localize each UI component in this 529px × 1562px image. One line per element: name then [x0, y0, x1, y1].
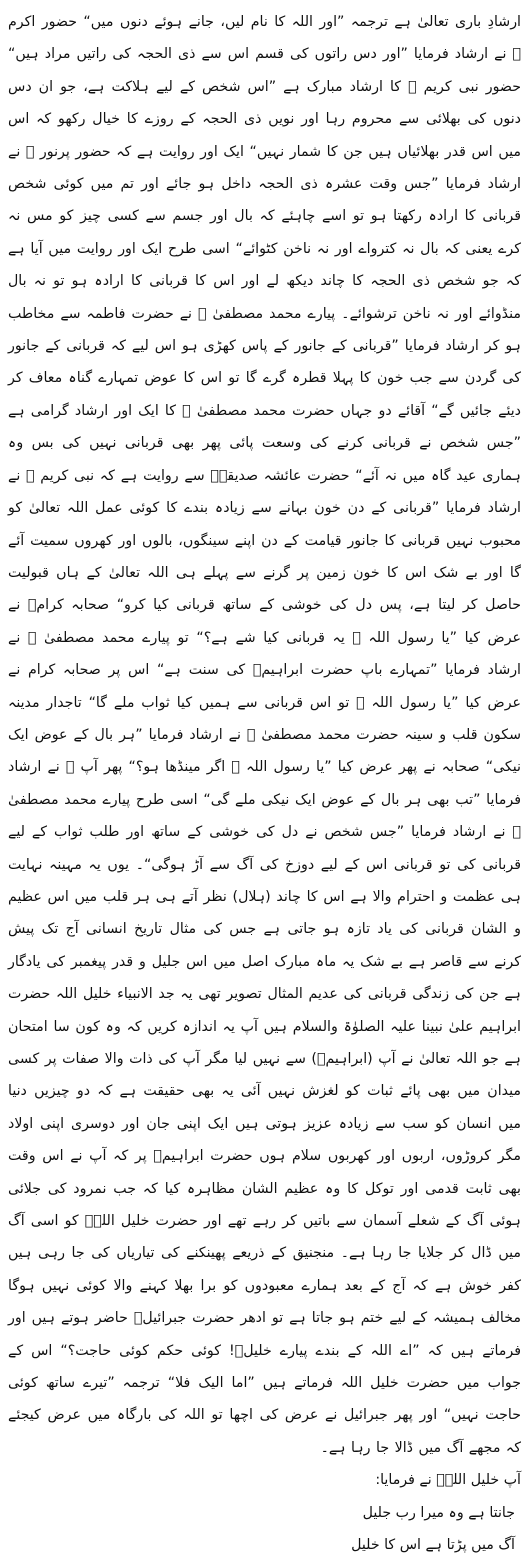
verse-line-1: جانتا ہے وہ میرا رب جلیل	[362, 1504, 515, 1521]
closing-line: آپ خلیل اللہؑ نے فرمایا:	[375, 1472, 521, 1489]
article-paragraph: ارشادِ باری تعالیٰ ہے ترجمہ ”اور اللہ کا نام لیں، جانے ہوئے دنوں میں“ حضور اکرم ﷺ نے ارشاد فرمایا ”اور دس راتوں کی قسم اس سے ذی الحجہ کی راتیں مراد ہیں“ حضور نبی کریم ﷺ کا ارشاد مبارک ہے ”اس شخص کے لیے ہلاکت ہے، جو ان دس دنوں کی بھلائی سے محروم رہا اور نویں ذی الحجہ کے روزے کا خیال رکھو کہ اس میں اس قدر بھلائیاں ہیں جن کا شمار نہیں“ ایک اور روایت ہے کہ حضور پرنور ﷺ نے ارشاد فرمایا ”جس وقت عشرہ ذی الحجہ داخل ہو جائے اور تم میں کوئی شخص قربانی کا ارادہ رکھتا ہو تو اسے چاہئے کہ بال اور جسم سے کسی چیز کو مس نہ کرے یعنی کہ بال نہ کترواے اور نہ ناخن کٹوائے“ اسی طرح ایک اور روایت میں آیا ہے کہ جو شخص ذی الحجہ کا چاند دیکھ لے اور اس کا قربانی کا ارادہ ہو تو نہ بال منڈوائے اور نہ ناخن ترشوائے۔ پیارے محمد مصطفیٰ ﷺ نے حضرت فاطمہ سے مخاطب ہو کر ارشاد فرمایا ”قربانی کے جانور کے پاس کھڑی ہو اس لیے کہ قربانی کے جانور کی گردن سے جب خون کا پہلا قطرہ گرے گا تو اس کا عوض تمہارے گناہ معاف کر دیئے جائیں گے“ آقائے دو جہاں حضرت محمد مصطفیٰ ﷺ کا ایک اور ارشاد گرامی ہے ”جس شخص نے قربانی کرنے کی وسعت پائی پھر بھی قربانی نہیں کی بس وہ ہماری عید گاہ میں نہ آئے“ حضرت عائشہ صدیقہؓ سے روایت ہے کہ نبی کریم ﷺ نے ارشاد فرمایا ”قربانی کے دن خون بہانے سے زیادہ بندے کا کوئی عمل اللہ تعالیٰ کو محبوب نہیں قربانی کا جانور قیامت کے دن اپنے سینگوں، بالوں اور کھروں سمیت آئے گا اور بے شک اس کا خون زمین پر گرنے سے پہلے ہی اللہ تعالیٰ کے ہاں قبولیت حاصل کر لیتا ہے، پس دل کی خوشی کے ساتھ قربانی کیا کرو“ صحابہ کرامؓ نے عرض کیا ”یا رسول اللہ ﷺ یہ قربانی کیا شے ہے؟“ تو پیارے محمد مصطفیٰ ﷺ نے ارشاد فرمایا ”تمہارے باپ حضرت ابراہیمؑ کی سنت ہے“ اس پر صحابہ کرام نے عرض کیا ”یا رسول اللہ ﷺ تو اس قربانی سے ہمیں کیا ثواب ملے گا“ تاجدار مدینہ سکون قلب و سینہ حضرت محمد مصطفیٰ ﷺ نے ارشاد فرمایا ”ہر بال کے عوض ایک نیکی“ صحابہ نے پھر عرض کیا ”یا رسول اللہ ﷺ اگر مینڈھا ہو؟“ پھر آپ ﷺ نے ارشاد فرمایا ”تب بھی ہر بال کے عوض ایک نیکی ملے گی“ اسی طرح پیارے محمد مصطفیٰ ﷺ نے ارشاد فرمایا ”جس شخص نے دل کی خوشی کے ساتھ اور طلب ثواب کے لیے قربانی کی تو قربانی اس کے لیے دوزخ کی آگ سے آڑ ہوگی“۔ یوں یہ مہینہ نہایت ہی عظمت و احترام والا ہے اس کا چاند (ہلال) نظر آتے ہی ہر قلب میں اس عظیم و الشان قربانی کی یاد تازہ ہو جاتی ہے جس کی مثال تاریخ انسانی آج تک پیش کرنے سے قاصر ہے بے شک یہ ماہ مبارک اصل میں اس جلیل و قدر پیغمبر کی یادگار ہے جن کی زندگی قربانی کی عدیم المثال تصویر تھی یہ جد الانبیاء خلیل اللہ حضرت ابراہیم علیٰ نبینا علیہ الصلوٰۃ والسلام ہیں آپ یہ اندازہ کریں کہ وہ کون سا امتحان ہے جو اللہ تعالیٰ نے آپ (ابراہیمؑ) سے نہیں لیا مگر آپ کی ذات والا صفات پر کسی میدان میں بھی پائے ثبات کو لغزش نہیں آئی یہ بھی حقیقت ہے کہ دو چیزیں دنیا میں انسان کو سب سے زیادہ عزیز ہوتی ہیں ایک اپنی جان اور دوسری اپنی اولاد مگر کروڑوں، اربوں اور کھربوں سلام ہوں حضرت ابراہیمؑ پر کہ آپ نے اس وقت بھی ثابت قدمی اور توکل کا وہ عظیم الشان مظاہرہ کیا کہ جب نمرود کی جلائی ہوئی آگ کے شعلے آسمان سے باتیں کر رہے تھے اور حضرت خلیل اللہؑ کو اسی آگ میں ڈال کر جلایا جا رہا ہے۔ منجنیق کے ذریعے پھینکنے کی تیاریاں کی جا رہی ہیں کفر خوش ہے کہ آج کے بعد ہمارے معبودوں کو برا بھلا کہنے والا کوئی نہیں ہوگا مخالف ہمیشہ کے لیے ختم ہو جاتا ہے تو ادھر حضرت جبرائیلؑ حاضر ہوتے ہیں اور فرماتے ہیں کہ ”اے اللہ کے بندے پیارے خلیلؑ! کوئی حکم کوئی حاجت؟“ اس کے جواب میں حضرت خلیل اللہ فرماتے ہیں ”اما الیک فلا“ ترجمہ ”تیرے ساتھ کوئی حاجت نہیں“ اور پھر جبرائیل نے عرض کی اچھا تو اللہ کی بارگاہ میں عرض کیجئے کہ مجھے آگ میں ڈالا جا رہا ہے۔	[8, 14, 521, 1456]
verse-line-2: آگ میں پڑتا ہے اس کا خلیل	[351, 1537, 515, 1554]
